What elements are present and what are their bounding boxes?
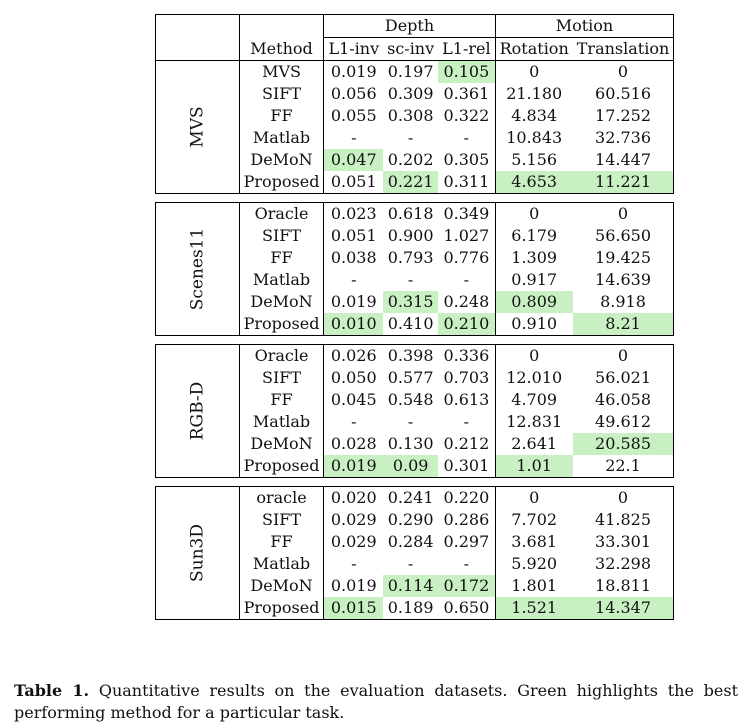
cell-translation: 19.425 xyxy=(573,247,674,269)
cell-l1-inv: - xyxy=(351,412,357,431)
cell-translation: 14.447 xyxy=(573,149,674,171)
cell-sc-inv: 0.197 xyxy=(383,61,438,84)
cell-translation: 0 xyxy=(573,203,674,226)
cell-l1-rel: 0.613 xyxy=(438,389,495,411)
group-label-text: RGB-D xyxy=(187,381,208,441)
cell-translation: 0 xyxy=(573,345,674,368)
cell-method: Proposed xyxy=(239,171,324,194)
group-gap xyxy=(156,336,674,345)
cell-l1-inv: 0.019 xyxy=(330,292,377,311)
table-row xyxy=(156,61,674,84)
cell-sc-inv: 0.09 xyxy=(383,455,438,478)
cell-method: FF xyxy=(239,389,324,411)
cell-rotation: 0 xyxy=(495,487,573,510)
cell-l1-rel: 0.286 xyxy=(438,509,495,531)
cell-l1-inv: 0.020 xyxy=(324,487,383,510)
cell-l1-inv: - xyxy=(351,128,357,147)
cell-l1-rel: 0.776 xyxy=(438,247,495,269)
cell-method: DeMoN xyxy=(239,149,324,171)
cell-l1-rel: 0.297 xyxy=(438,531,495,553)
cell-sc-inv: 0.130 xyxy=(387,434,434,453)
cell-l1-inv: 0.051 xyxy=(324,171,383,194)
cell-translation: 8.21 xyxy=(573,313,674,336)
group-label-text: Sun3D xyxy=(187,524,208,582)
cell-l1-inv: - xyxy=(351,270,357,289)
cell-l1-inv: 0.015 xyxy=(324,597,383,620)
table-row xyxy=(156,203,674,226)
cell-method: FF xyxy=(239,105,324,127)
cell-translation: 11.221 xyxy=(573,171,674,194)
table-row xyxy=(156,345,674,368)
cell-l1-rel: - xyxy=(438,127,495,149)
cell-method: FF xyxy=(239,247,324,269)
group-label-text: MVS xyxy=(187,106,208,148)
cell-l1-inv: 0.047 xyxy=(324,149,383,171)
cell-method: Matlab xyxy=(239,127,324,149)
header-corner xyxy=(156,15,240,38)
cell-l1-inv: 0.026 xyxy=(324,345,383,368)
cell-l1-inv: 0.055 xyxy=(330,106,377,125)
cell-rotation: 10.843 xyxy=(506,128,563,147)
cell-method: SIFT xyxy=(239,367,324,389)
header-l1-inv: L1-inv xyxy=(324,38,383,61)
cell-sc-inv: 0.284 xyxy=(387,532,434,551)
cell-sc-inv: 0.398 xyxy=(383,345,438,368)
cell-rotation: 12.010 xyxy=(506,368,563,387)
cell-sc-inv: 0.241 xyxy=(383,487,438,510)
cell-l1-inv: 0.010 xyxy=(324,313,383,336)
header-column-row xyxy=(156,38,674,61)
cell-l1-inv: 0.019 xyxy=(330,576,377,595)
cell-sc-inv: 0.221 xyxy=(383,171,438,194)
group-gap xyxy=(156,478,674,487)
group-label xyxy=(156,203,240,336)
cell-rotation: 5.920 xyxy=(511,554,558,573)
cell-l1-rel: 0.322 xyxy=(438,105,495,127)
cell-l1-rel: - xyxy=(438,411,495,433)
cell-rotation: 0 xyxy=(495,61,573,84)
cell-translation: 32.736 xyxy=(573,127,674,149)
cell-l1-rel: 0.212 xyxy=(438,433,495,455)
header-l1-rel: L1-rel xyxy=(438,38,495,61)
cell-method: Proposed xyxy=(239,455,324,478)
caption-label: Table 1. xyxy=(14,681,90,700)
header-group-row xyxy=(156,15,674,38)
cell-l1-inv: 0.056 xyxy=(330,84,377,103)
cell-rotation: 0 xyxy=(495,203,573,226)
cell-l1-rel: 1.027 xyxy=(438,225,495,247)
cell-rotation: 0 xyxy=(495,345,573,368)
header-rotation: Rotation xyxy=(495,38,573,61)
cell-translation: 46.058 xyxy=(573,389,674,411)
header-motion: Motion xyxy=(495,15,674,38)
cell-translation: 20.585 xyxy=(573,433,674,455)
group-label xyxy=(156,345,240,478)
cell-method: DeMoN xyxy=(239,291,324,313)
cell-l1-rel: 0.361 xyxy=(438,83,495,105)
cell-l1-rel: 0.301 xyxy=(438,455,495,478)
cell-rotation: 2.641 xyxy=(511,434,558,453)
cell-l1-rel: 0.220 xyxy=(438,487,495,510)
cell-method: SIFT xyxy=(239,83,324,105)
cell-translation: 41.825 xyxy=(573,509,674,531)
cell-method: Proposed xyxy=(239,597,324,620)
results-table xyxy=(155,14,674,620)
cell-translation: 33.301 xyxy=(573,531,674,553)
cell-method: Matlab xyxy=(239,269,324,291)
cell-l1-rel: 0.172 xyxy=(438,575,495,597)
cell-rotation: 1.521 xyxy=(495,597,573,620)
cell-sc-inv: 0.793 xyxy=(387,248,434,267)
cell-l1-rel: 0.311 xyxy=(438,171,495,194)
cell-rotation: 4.834 xyxy=(511,106,558,125)
group-gap xyxy=(156,194,674,203)
cell-method: Proposed xyxy=(239,313,324,336)
cell-rotation: 1.801 xyxy=(511,576,558,595)
cell-l1-inv: 0.050 xyxy=(330,368,377,387)
cell-l1-inv: 0.038 xyxy=(330,248,377,267)
cell-translation: 14.639 xyxy=(573,269,674,291)
cell-l1-inv: 0.019 xyxy=(324,455,383,478)
cell-method: Matlab xyxy=(239,411,324,433)
cell-translation: 60.516 xyxy=(573,83,674,105)
cell-rotation: 1.01 xyxy=(495,455,573,478)
cell-method: Oracle xyxy=(239,203,324,226)
cell-l1-rel: 0.703 xyxy=(438,367,495,389)
cell-method: FF xyxy=(239,531,324,553)
cell-translation: 56.650 xyxy=(573,225,674,247)
cell-l1-inv: 0.023 xyxy=(324,203,383,226)
cell-rotation: 4.709 xyxy=(511,390,558,409)
cell-rotation: 0.917 xyxy=(511,270,558,289)
cell-sc-inv: - xyxy=(407,270,414,289)
cell-sc-inv: 0.548 xyxy=(387,390,434,409)
cell-l1-rel: 0.650 xyxy=(438,597,495,620)
table-body xyxy=(156,61,674,620)
cell-sc-inv: 0.308 xyxy=(387,106,434,125)
cell-sc-inv: 0.309 xyxy=(387,84,434,103)
cell-translation: 18.811 xyxy=(573,575,674,597)
cell-rotation: 5.156 xyxy=(511,150,558,169)
cell-translation: 17.252 xyxy=(573,105,674,127)
cell-rotation: 0.910 xyxy=(495,313,573,336)
cell-sc-inv: 0.410 xyxy=(383,313,438,336)
header-translation: Translation xyxy=(573,38,674,61)
cell-l1-rel: 0.336 xyxy=(438,345,495,368)
cell-rotation: 4.653 xyxy=(495,171,573,194)
cell-method: SIFT xyxy=(239,225,324,247)
header-method: Method xyxy=(239,38,324,61)
cell-l1-rel: - xyxy=(438,553,495,575)
cell-rotation: 6.179 xyxy=(511,226,558,245)
cell-sc-inv: 0.290 xyxy=(387,510,434,529)
cell-l1-inv: 0.045 xyxy=(330,390,377,409)
cell-translation: 0 xyxy=(573,61,674,84)
cell-method: oracle xyxy=(239,487,324,510)
cell-sc-inv: - xyxy=(407,554,414,573)
cell-method: Matlab xyxy=(239,553,324,575)
cell-l1-inv: 0.051 xyxy=(330,226,377,245)
cell-l1-rel: 0.248 xyxy=(438,291,495,313)
cell-method: Oracle xyxy=(239,345,324,368)
cell-method: SIFT xyxy=(239,509,324,531)
cell-sc-inv: 0.618 xyxy=(383,203,438,226)
cell-sc-inv: 0.900 xyxy=(387,226,434,245)
group-label xyxy=(156,61,240,194)
cell-method: MVS xyxy=(239,61,324,84)
cell-sc-inv: 0.189 xyxy=(383,597,438,620)
cell-rotation: 7.702 xyxy=(511,510,558,529)
cell-l1-rel: - xyxy=(438,269,495,291)
cell-sc-inv: 0.114 xyxy=(383,575,438,597)
cell-translation: 56.021 xyxy=(573,367,674,389)
cell-l1-rel: 0.349 xyxy=(438,203,495,226)
cell-translation: 0 xyxy=(573,487,674,510)
cell-translation: 8.918 xyxy=(573,291,674,313)
cell-l1-rel: 0.305 xyxy=(438,149,495,171)
cell-rotation: 12.831 xyxy=(506,412,563,431)
caption-text: Quantitative results on the evaluation datasets. Green highlights the best performing method for a particular task. xyxy=(14,681,738,722)
cell-translation: 22.1 xyxy=(573,455,674,478)
cell-sc-inv: - xyxy=(407,412,414,431)
cell-rotation: 1.309 xyxy=(511,248,558,267)
cell-l1-rel: 0.210 xyxy=(438,313,495,336)
cell-l1-inv: 0.019 xyxy=(324,61,383,84)
group-label-text: Scenes11 xyxy=(187,227,208,311)
cell-sc-inv: 0.202 xyxy=(387,150,434,169)
cell-l1-rel: 0.105 xyxy=(438,61,495,84)
cell-sc-inv: - xyxy=(407,128,414,147)
header-sc-inv: sc-inv xyxy=(383,38,438,61)
cell-translation: 32.298 xyxy=(573,553,674,575)
cell-rotation: 21.180 xyxy=(506,84,563,103)
cell-sc-inv: 0.315 xyxy=(383,291,438,313)
header-corner-lower xyxy=(156,38,240,61)
cell-translation: 14.347 xyxy=(573,597,674,620)
cell-l1-inv: - xyxy=(351,554,357,573)
cell-l1-inv: 0.029 xyxy=(330,532,377,551)
cell-translation: 49.612 xyxy=(573,411,674,433)
cell-method: DeMoN xyxy=(239,433,324,455)
cell-sc-inv: 0.577 xyxy=(387,368,434,387)
cell-l1-inv: 0.028 xyxy=(330,434,377,453)
cell-rotation: 3.681 xyxy=(511,532,558,551)
table-row xyxy=(156,487,674,510)
header-depth: Depth xyxy=(324,15,495,38)
cell-l1-inv: 0.029 xyxy=(330,510,377,529)
cell-rotation: 0.809 xyxy=(495,291,573,313)
cell-method: DeMoN xyxy=(239,575,324,597)
table-caption xyxy=(14,680,738,724)
group-label xyxy=(156,487,240,620)
header-method-spacer xyxy=(239,15,324,38)
